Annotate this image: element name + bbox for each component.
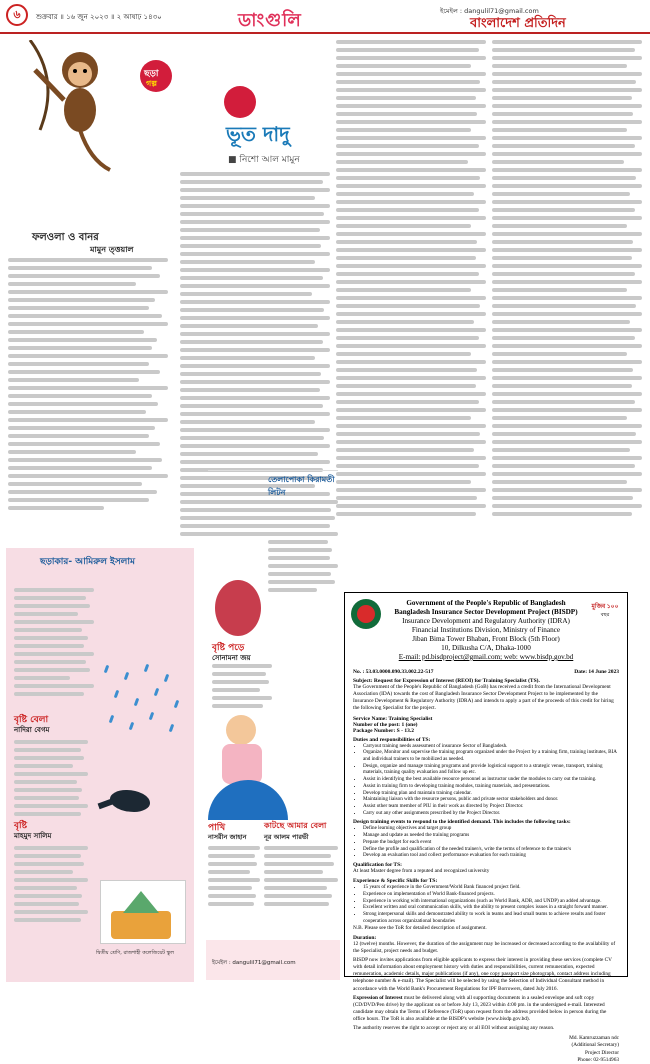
list-item: • Assist other team member of PIU in their work as directed by Project Director. <box>363 803 619 810</box>
section-logo: ডাংগুলি <box>238 10 302 31</box>
girl-body <box>222 744 262 784</box>
ad-service: Service Name: Training Specialist <box>353 715 433 722</box>
mid-poem1-body <box>268 500 338 596</box>
list-item: • Manage and update as needed the training programs <box>363 832 619 839</box>
list-item: • Strong interpersonal skills and demonstrated ability to work in teams and lead small teams to achieve results and foster cooperation across organizational boundaries <box>363 911 619 924</box>
ad-address2: 10, Dilkusha C/A, Dhaka-1000 <box>441 644 531 652</box>
girl-illustration <box>226 715 256 745</box>
poem3-author: নাদিরা বেগম <box>14 726 50 734</box>
list-item: • Experience on implementation of World Bank-financed projects. <box>363 891 619 898</box>
story-col3 <box>492 40 642 520</box>
mid-poem2-body <box>212 664 272 712</box>
ad-sign-role: Project Director <box>585 1049 619 1056</box>
story-badge <box>224 86 256 118</box>
government-advert <box>344 592 628 1063</box>
monkey-illustration <box>20 40 130 180</box>
story-author: ■ নিশো আল মামুন <box>228 155 300 165</box>
ad-qual: At least Master degree from a reputed and recognized university <box>353 868 490 875</box>
ad-criteria-head: Design training events to respond to the identified demand. This includes the following tasks: <box>353 819 571 826</box>
list-item: • Design, organize and manage training programs and provide logistical support to a strategic venue, transport, training materials, training quality evaluation and follow up etc. <box>363 763 619 776</box>
poem4-title: বৃষ্টি <box>14 821 27 831</box>
list-item: • Organize, Monitor and supervise the training program organized under the Project by a training firm, training institutes, BIA and individual trainers to be mobilized as needed. <box>363 749 619 762</box>
page-number: ৬ <box>6 4 28 26</box>
ad-intro: The Government of the People's Republic of Bangladesh (GoB) has received a credit from the International Development Association (IDA) towards the cost of Bangladesh Insurance Sector Development Project to be implemented by the Insurance Development & Regulatory Authority (IDRA) and intends to apply a part of the proceeds of this credit for hiring the following Specialist for the project. <box>353 684 614 712</box>
kicker-label-2: গল্প <box>146 79 157 88</box>
ad-positions: Number of the post: 1 (one) <box>353 721 418 728</box>
list-item: • Define the profile and qualification of the needed trainer/s, write the terms of reference to the trainer/s <box>363 846 619 853</box>
poem3-body <box>14 740 88 820</box>
list-item: • Develop an evaluation tool and collect performance evaluation for each training <box>363 852 619 859</box>
ad-qual-head: Qualification for TS: <box>353 862 402 869</box>
mid-poem2-title: বৃষ্টি পড়ে <box>212 643 245 653</box>
list-item: • Prepare the budget for each event <box>363 839 619 846</box>
ad-duties-head: Duties and responsibilities of TS: <box>353 736 431 743</box>
rain-illustration <box>100 660 190 740</box>
mid-poem2-author: সোনামনা জয় <box>212 654 251 662</box>
ad-exp-list <box>353 884 619 924</box>
ad-subject: Subject: Request for Expression of Interest (REOI) for Training Specialist (TS). <box>353 678 540 684</box>
ad-authority: Insurance Development and Regulatory Authority (IDRA) <box>402 617 570 625</box>
child-drawing <box>100 880 186 944</box>
list-item: • Experience in working with international organizations (such as World Bank, ADB, and UNDP) an added advantage. <box>363 898 619 905</box>
mid-poem3-title: পাখি <box>208 823 226 833</box>
balloon-illustration <box>215 580 261 636</box>
ad-submission: must be delivered along with all supporting documents in a sealed envelope and soft copy (CD/DVD/Pen drive) by the applicant on or before July 13, 2023 within 4:00 pm. in the undersigned e-mail. Interested candidate may obtain the Terms of Reference (ToR) upon request from the address provided below in person during the office hours. The ToR is also available at the BISDP's website (www.bisdp.gov.bd). <box>353 994 607 1023</box>
ad-address: Jiban Bima Tower Bhaban, Front Block (5th Floor) <box>412 635 560 643</box>
ad-submission-head: Expression of Interest <box>353 994 403 1001</box>
story-col2 <box>336 40 486 520</box>
mujib100-logo: মুজিব ১০০ বছর <box>591 604 619 618</box>
mid-poem3-author: নাসরীন জাহান <box>208 833 247 841</box>
ad-reserve: The authority reserves the right to accept or reject any or all EOI without assigning any reason. <box>353 1025 555 1032</box>
ad-date: Date: 14 June 2023 <box>574 669 619 675</box>
poem2-title: ছড়াকার- আমিরুল ইসলাম <box>40 557 135 567</box>
contact-email: ইমেইল : dangulil71@gmail.com <box>212 960 296 966</box>
ad-division: Financial Institutions Division, Ministry of Finance <box>411 626 561 634</box>
ad-email[interactable]: E-mail: pd.bisdproject@gmail.com; web: www.bisdp.gov.bd <box>398 653 574 661</box>
mid-poem4-author: নূর আলম পারভী <box>264 833 309 841</box>
mid-poem3-body <box>208 846 260 910</box>
ad-phone: Phone: 02-9514963 <box>577 1056 619 1063</box>
list-item: • Define learning objectives and target group <box>363 825 619 832</box>
ad-duties-list <box>353 743 619 817</box>
ad-duration-head: Duration: <box>353 934 377 941</box>
ad-project: Bangladesh Insurance Sector Development Project (BISDP) <box>394 608 578 616</box>
story-title: ভূত দাদু <box>226 122 290 146</box>
ad-gov: Government of the People's Republic of Bangladesh <box>406 599 566 607</box>
ad-invites: BISDP now invites applications from eligible applicants to express their interest in providing these services (complete CV with detail information about employment history with duties and responsibilities, current remuneration, expected remuneration, academic details, major publications (if any), one copy passport size photograph, contact address including telephone number & e-mail). The Specialist will be selected by using the Selection of Individual Consultant method in accordance with the World Bank's Procurement Regulations for IPF Borrowers, dated July 2016. <box>353 956 612 992</box>
list-item: • Excellent written and oral communication skills, with the ability to present complex issues in a straight forward manner. <box>363 904 619 911</box>
dateline: শুক্রবার ॥ ১৬ জুন ২০২৩ ॥ ২ আষাঢ় ১৪৩০ <box>36 13 162 21</box>
ad-note: N.B. Please see the ToR for detailed description of assignment. <box>353 924 487 931</box>
ad-criteria-list <box>353 825 619 859</box>
kicker-label: ছড়া <box>144 69 159 79</box>
poem1-title: ফলওলা ও বানর <box>32 232 99 243</box>
ad-package: Package Number: S - 13.2 <box>353 727 414 734</box>
ad-signatory: Md. Kamruzzaman ndc <box>569 1035 619 1042</box>
ad-ref: No. : 53.03.0000.090.33.002.22-517 <box>353 669 434 675</box>
list-item: • Carry out any other assignments prescribed by the Project Director. <box>363 810 619 817</box>
newspaper-logo: বাংলাদেশ প্রতিদিন <box>470 16 566 31</box>
list-item: • Carryout training needs assessment of insurance Sector of Bangladesh. <box>363 743 619 750</box>
mid-poem4-title: কাটছে আমার বেলা <box>264 821 327 830</box>
mid-poem1-title: তেলাপোকা কিরামতী লিটন <box>268 475 335 497</box>
poem1-author: মামুন ত্ত্তয়াল <box>90 245 134 254</box>
header-email: ইমেইল : dangulil71@gmail.com <box>440 7 539 15</box>
list-item: • Assist in training firm to developing training modules, training materials, and presentations. <box>363 783 619 790</box>
poem2-body <box>14 588 94 700</box>
ad-submission-wrap <box>353 995 619 1024</box>
ad-sign-title: (Additional Secretary) <box>571 1042 619 1049</box>
drawing-caption: দ্বিতীয় শ্রেণি, রাজশাহী কলেজিয়েট স্কুল <box>96 950 174 956</box>
poem3-title: বৃষ্টি বেলা <box>14 715 49 725</box>
govt-seal-center-icon <box>357 605 375 623</box>
mid-poem4-body <box>264 846 338 910</box>
list-item: • Maintaining liaison with the resource persons, public and private sector stakeholders and donor. <box>363 796 619 803</box>
poem1-body <box>8 258 168 514</box>
poem4-body <box>14 846 88 926</box>
ad-duration: 12 (twelve) months. However, the duration of the assignment may be increased or decreased according to the availability of the Specialist, project needs and budget. <box>353 940 616 954</box>
list-item: • 15 years of experience in the Government/World Bank financed project field. <box>363 884 619 891</box>
poem4-author: মাহমুদ সালিম <box>14 832 52 840</box>
list-item: • Assist in identifying the best available resource personnel as instructor under the modules to carry out the training. <box>363 776 619 783</box>
list-item: • Develop training plan and maintain training calendar. <box>363 790 619 797</box>
ad-exp-head: Experience & Specific Skills for TS: <box>353 878 438 885</box>
